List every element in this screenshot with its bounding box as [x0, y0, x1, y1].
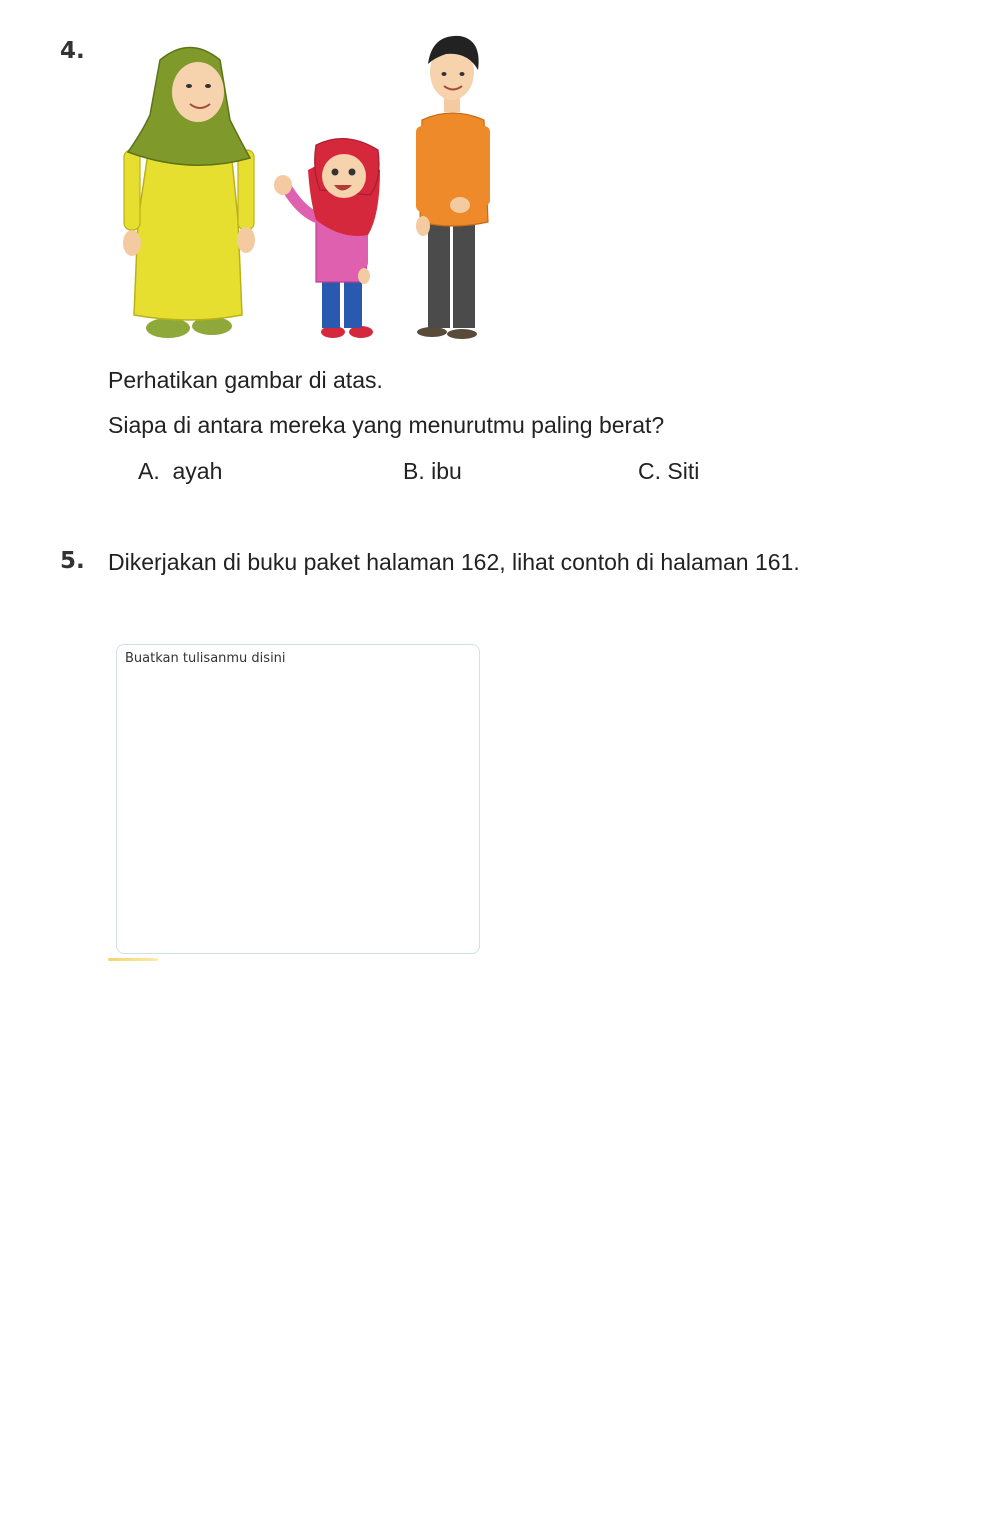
answer-textarea[interactable] [117, 645, 479, 953]
option-a-text: ayah [172, 458, 223, 484]
mother-figure [123, 48, 255, 339]
option-b-text: ibu [431, 458, 462, 484]
option-a[interactable] [138, 458, 222, 485]
decorative-line [108, 958, 158, 961]
option-a-label: A. [138, 458, 160, 484]
question-4-instruction: Perhatikan gambar di atas. [108, 367, 383, 393]
option-c[interactable] [638, 458, 699, 485]
question-4-number: 4. [60, 38, 85, 64]
family-illustration [120, 30, 500, 350]
option-b-label: B. [403, 458, 425, 484]
question-5-text: Dikerjakan di buku paket halaman 162, lihat contoh di halaman 161. [108, 549, 800, 575]
question-5-number: 5. [60, 548, 85, 574]
option-c-label: C. [638, 458, 661, 484]
question-4-text: Siapa di antara mereka yang menurutmu paling berat? [108, 412, 665, 438]
father-figure [416, 36, 490, 339]
option-c-text: Siti [667, 458, 700, 484]
girl-figure [274, 139, 380, 338]
answer-box [116, 644, 480, 954]
option-b[interactable] [403, 458, 462, 485]
